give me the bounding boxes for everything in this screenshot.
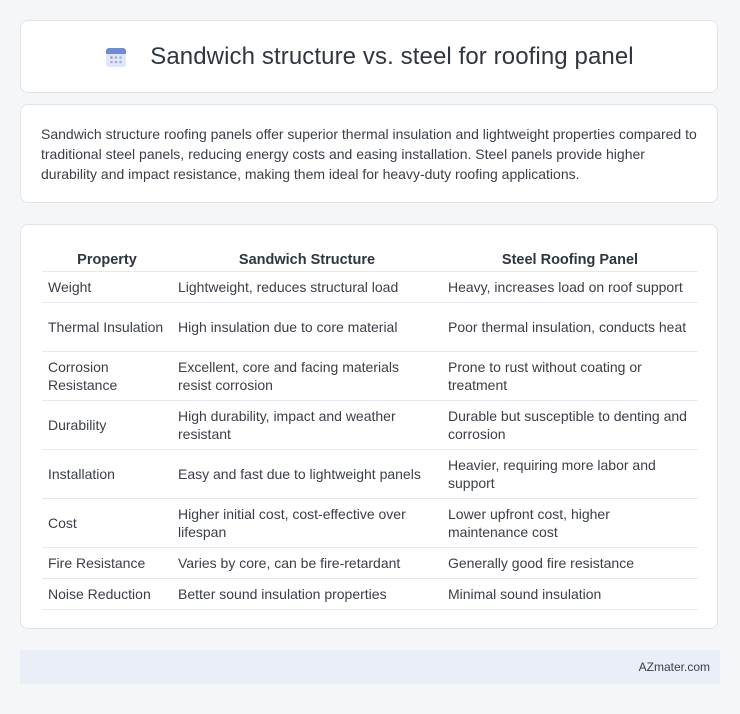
steel-cell: Poor thermal insulation, conducts heat — [442, 303, 698, 352]
intro-card — [20, 104, 718, 203]
property-cell: Noise Reduction — [42, 579, 172, 610]
property-cell: Installation — [42, 450, 172, 499]
property-cell: Corrosion Resistance — [42, 352, 172, 401]
steel-cell: Minimal sound insulation — [442, 579, 698, 610]
table-row — [42, 579, 698, 610]
steel-cell: Lower upfront cost, higher maintenance cost — [442, 499, 698, 548]
page-title: Sandwich structure vs. steel for roofing panel — [150, 42, 634, 70]
sandwich-cell: Higher initial cost, cost-effective over lifespan — [172, 499, 442, 548]
table-row — [42, 272, 698, 303]
table-row — [42, 499, 698, 548]
header-steel: Steel Roofing Panel — [442, 245, 698, 272]
footer-brand: AZmater.com — [638, 660, 710, 674]
sandwich-cell: High insulation due to core material — [172, 303, 442, 352]
table-header-row — [42, 245, 698, 272]
sandwich-cell: Easy and fast due to lightweight panels — [172, 450, 442, 499]
steel-cell: Heavy, increases load on roof support — [442, 272, 698, 303]
footer — [20, 650, 720, 684]
property-cell: Weight — [42, 272, 172, 303]
property-cell: Fire Resistance — [42, 548, 172, 579]
steel-cell: Prone to rust without coating or treatment — [442, 352, 698, 401]
calendar-icon — [104, 45, 128, 69]
comparison-table — [42, 245, 698, 610]
steel-cell: Durable but susceptible to denting and corrosion — [442, 401, 698, 450]
steel-cell: Generally good fire resistance — [442, 548, 698, 579]
property-cell: Cost — [42, 499, 172, 548]
title-card — [20, 20, 718, 93]
table-card — [20, 224, 718, 629]
property-cell: Durability — [42, 401, 172, 450]
intro-text: Sandwich structure roofing panels offer superior thermal insulation and lightweight properties compared to traditional steel panels, reducing energy costs and easing installation. Steel panels provide higher durability and impact resistance, making them ideal for heavy-duty roofing applications. — [41, 126, 697, 182]
table-row — [42, 401, 698, 450]
sandwich-cell: High durability, impact and weather resistant — [172, 401, 442, 450]
sandwich-cell: Excellent, core and facing materials resist corrosion — [172, 352, 442, 401]
table-row — [42, 303, 698, 352]
title-wrap — [104, 43, 634, 71]
sandwich-cell: Better sound insulation properties — [172, 579, 442, 610]
property-cell: Thermal Insulation — [42, 303, 172, 352]
header-property: Property — [42, 245, 172, 272]
sandwich-cell: Varies by core, can be fire-retardant — [172, 548, 442, 579]
table-row — [42, 450, 698, 499]
steel-cell: Heavier, requiring more labor and support — [442, 450, 698, 499]
header-sandwich: Sandwich Structure — [172, 245, 442, 272]
table-row — [42, 352, 698, 401]
sandwich-cell: Lightweight, reduces structural load — [172, 272, 442, 303]
table-row — [42, 548, 698, 579]
